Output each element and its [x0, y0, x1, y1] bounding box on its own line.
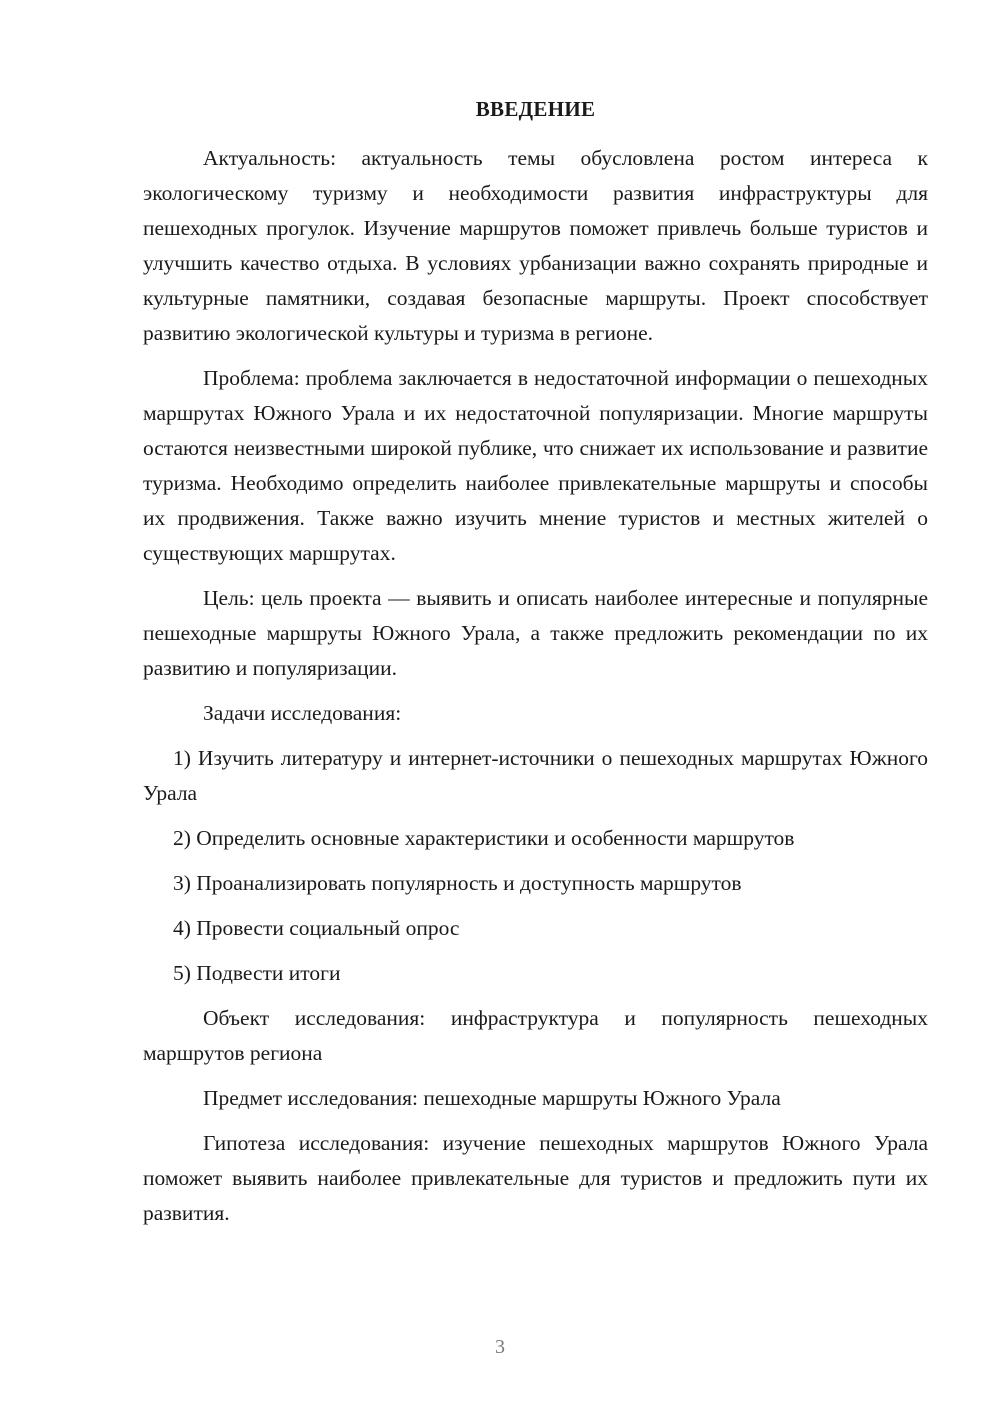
page-title: ВВЕДЕНИЕ [475, 97, 596, 121]
hypothesis-paragraph: Гипотеза исследования: изучение пешеходных маршрутов Южного Урала поможет выявить наиболее привлекательные для туристов и предложить пути их развития. [143, 1131, 928, 1225]
task-item-3: 3) Проанализировать популярность и доступность маршрутов [173, 871, 742, 895]
subject-paragraph: Предмет исследования: пешеходные маршруты Южного Урала [203, 1086, 781, 1110]
goal-paragraph: Цель: цель проекта — выявить и описать наиболее интересные и популярные пешеходные маршруты Южного Урала, а также предложить рекомендации по их развитию и популяризации. [143, 586, 928, 680]
object-paragraph: Объект исследования: инфраструктура и популярность пешеходных маршрутов региона [143, 1006, 928, 1065]
task-item-5: 5) Подвести итоги [173, 961, 341, 985]
task-item-2: 2) Определить основные характеристики и особенности маршрутов [173, 826, 795, 850]
relevance-paragraph: Актуальность: актуальность темы обусловлена ростом интереса к экологическому туризму и необходимости развития инфраструктуры для пешеходных прогулок. Изучение маршрутов поможет привлечь больше туристов и улучшить качество отдыха. В условиях урбанизации важно сохранять природные и культурные памятники, создавая безопасные маршруты. Проект способствует развитию экологической культуры и туризма в регионе. [143, 146, 928, 345]
task-item-4: 4) Провести социальный опрос [173, 916, 460, 940]
task-item-1: 1) Изучить литературу и интернет-источники о пешеходных маршрутах Южного Урала [143, 746, 928, 805]
problem-paragraph: Проблема: проблема заключается в недостаточной информации о пешеходных маршрутах Южного Урала и их недостаточной популяризации. Многие маршруты остаются неизвестными широкой публике, что снижает их использование и развитие туризма. Необходимо определить наиболее привлекательные маршруты и способы их продвижения. Также важно изучить мнение туристов и местных жителей о существующих маршрутах. [143, 366, 928, 565]
tasks-intro: Задачи исследования: [203, 701, 402, 725]
document-page [143, 92, 928, 1241]
page-number: 3 [495, 1336, 505, 1358]
